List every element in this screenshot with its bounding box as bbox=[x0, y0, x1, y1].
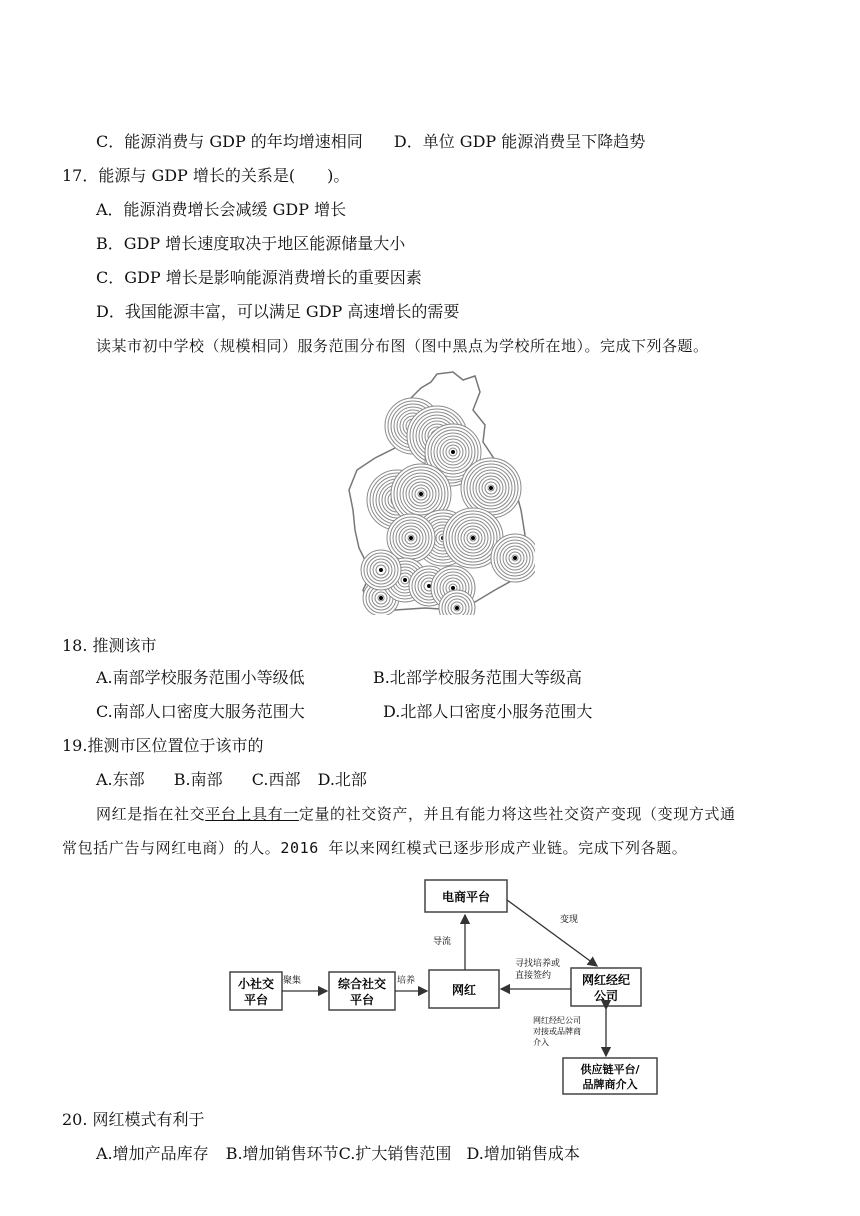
svg-text:小社交: 小社交 bbox=[237, 977, 275, 991]
label-monetize: 变现 bbox=[560, 915, 579, 925]
school-dot bbox=[471, 536, 475, 540]
node-ecommerce bbox=[425, 880, 507, 912]
q20-option-d: D.增加销售成本 bbox=[466, 1144, 580, 1163]
svg-text:电商平台: 电商平台 bbox=[441, 890, 491, 904]
node-comprehensive-social bbox=[329, 972, 395, 1010]
q20-stem: 20. 网红模式有利于 bbox=[62, 1110, 205, 1129]
label-find-1: 寻找培养或 bbox=[515, 959, 561, 969]
label-cultivate: 培养 bbox=[397, 976, 416, 986]
school-service-map bbox=[345, 370, 535, 615]
q16-option-c: C．能源消费与 GDP 的年均增速相同 bbox=[96, 132, 363, 151]
q19-option-b: B.南部 bbox=[173, 770, 223, 789]
edge-monetize bbox=[507, 900, 597, 966]
node-agency bbox=[571, 968, 641, 1006]
svg-text:网红: 网红 bbox=[451, 983, 477, 997]
svg-text:品牌商介入: 品牌商介入 bbox=[582, 1078, 638, 1091]
school-passage: 读某市初中学校（规模相同）服务范围分布图（图中黑点为学校所在地）。完成下列各题。 bbox=[96, 337, 709, 355]
q19-option-c: C.西部 bbox=[251, 770, 301, 789]
school-dot bbox=[379, 568, 383, 572]
school-dot bbox=[451, 450, 455, 454]
school-dot bbox=[455, 606, 459, 610]
q20-option-b: B.增加销售环节 bbox=[225, 1144, 339, 1163]
school-dot bbox=[409, 536, 413, 540]
service-area bbox=[361, 550, 401, 590]
svg-text:综合社交: 综合社交 bbox=[337, 977, 387, 991]
q19-option-a: A.东部 bbox=[96, 770, 145, 789]
q18-stem: 18. 推测该市 bbox=[62, 636, 157, 655]
school-dot bbox=[451, 586, 455, 590]
q19-options bbox=[96, 770, 367, 790]
label-divert: 导流 bbox=[433, 937, 452, 947]
node-wanghong bbox=[429, 970, 499, 1008]
q17-option-b: B．GDP 增长速度取决于地区能源储量大小 bbox=[96, 234, 406, 253]
q20-option-c: C.扩大销售范围 bbox=[338, 1144, 452, 1163]
q18-option-d: D.北部人口密度小服务范围大 bbox=[383, 702, 593, 721]
q16-options bbox=[96, 132, 645, 152]
label-dock-2: 对接或品牌商 bbox=[533, 1027, 581, 1036]
school-dot bbox=[419, 492, 423, 496]
school-dot bbox=[427, 584, 431, 588]
school-dot bbox=[379, 596, 383, 600]
wanghong-passage-line2: 常包括广告与网红电商）的人。2016 年以来网红模式已逐步形成产业链。完成下列各题。 bbox=[62, 839, 688, 857]
label-dock-3: 介入 bbox=[533, 1038, 549, 1047]
label-dock-1: 网红经纪公司 bbox=[533, 1016, 581, 1025]
q18-option-b: B.北部学校服务范围大等级高 bbox=[373, 668, 582, 687]
school-dot bbox=[513, 556, 517, 560]
q19-option-d: D.北部 bbox=[317, 770, 367, 789]
label-find-2: 直接签约 bbox=[515, 971, 552, 981]
q20-options bbox=[96, 1144, 580, 1164]
node-small-social bbox=[230, 972, 282, 1010]
label-gather: 聚集 bbox=[283, 976, 302, 986]
q20-option-a: A.增加产品库存 bbox=[96, 1144, 209, 1163]
q16-option-d: D．单位 GDP 能源消费呈下降趋势 bbox=[393, 132, 646, 151]
svg-text:平台: 平台 bbox=[349, 993, 375, 1007]
svg-text:平台: 平台 bbox=[243, 993, 269, 1007]
node-supply-chain bbox=[563, 1058, 657, 1094]
wanghong-passage-text-b: 定量的社交资产，并且有能力将这些社交资产变现（变现方式通 bbox=[298, 805, 736, 823]
q17-option-d: D．我国能源丰富，可以满足 GDP 高速增长的需要 bbox=[96, 302, 460, 321]
q19-stem: 19.推测市区位置位于该市的 bbox=[62, 736, 264, 755]
q18-option-c: C.南部人口密度大服务范围大 bbox=[96, 702, 305, 721]
school-dot bbox=[403, 578, 407, 582]
wanghong-passage-text-a: 网红是指在社交 bbox=[96, 805, 206, 823]
wanghong-passage-line1 bbox=[96, 804, 736, 824]
svg-text:供应链平台/: 供应链平台/ bbox=[580, 1063, 640, 1076]
q18-option-a: A.南部学校服务范围小等级低 bbox=[96, 668, 305, 687]
school-dot bbox=[489, 486, 493, 490]
wanghong-flowchart bbox=[215, 870, 660, 1095]
svg-text:公司: 公司 bbox=[593, 989, 619, 1003]
wanghong-passage-underlined: 平台上具有一 bbox=[205, 805, 299, 823]
service-area bbox=[491, 534, 535, 582]
q17-option-a: A．能源消费增长会减缓 GDP 增长 bbox=[96, 200, 347, 219]
q17-stem: 17．能源与 GDP 增长的关系是( )。 bbox=[62, 166, 350, 185]
svg-text:网红经纪: 网红经纪 bbox=[581, 973, 631, 987]
q17-option-c: C．GDP 增长是影响能源消费增长的重要因素 bbox=[96, 268, 422, 287]
